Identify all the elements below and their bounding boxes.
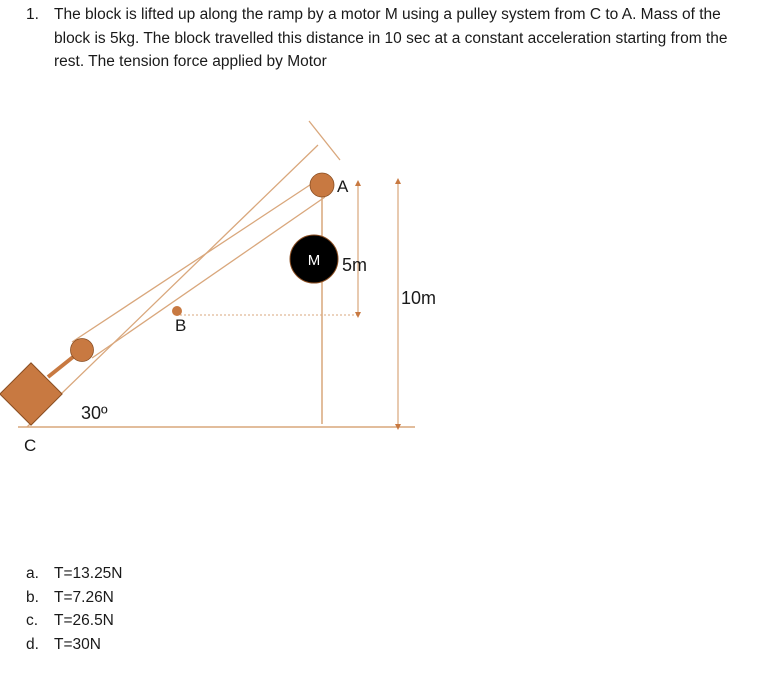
option-letter: c. [26, 612, 39, 629]
label-5m: 5m [342, 255, 368, 275]
option-text: T=7.26N [54, 588, 114, 606]
ramp-surface [27, 145, 318, 427]
rope-lower [92, 197, 325, 358]
option-text: T=26.5N [54, 612, 114, 629]
option-letter: a. [26, 565, 39, 582]
option-text: T=13.25N [54, 565, 123, 582]
label-angle: 30º [81, 403, 108, 423]
label-10m: 10m [401, 288, 437, 308]
label-motor: M [307, 252, 321, 269]
label-b: B [175, 316, 187, 335]
pulley-b [172, 306, 182, 316]
question-text: The block is lifted up along the ramp by a motor M using a pulley system from C to A. Mass of the block is 5kg. The block travelled this distance in 10 sec at a constant acceleration starting from the rest. The tension force applied by Motor [54, 6, 728, 70]
option-letter: b. [26, 588, 39, 606]
question-number: 1. [26, 6, 39, 23]
rope-upper [72, 177, 322, 342]
label-c: C [24, 436, 37, 455]
option-letter: d. [26, 635, 39, 653]
ramp-top-edge [309, 121, 340, 160]
pulley-block [71, 339, 94, 362]
label-a: A [337, 177, 349, 196]
option-text: T=30N [54, 635, 101, 653]
pulley-a [310, 173, 334, 197]
